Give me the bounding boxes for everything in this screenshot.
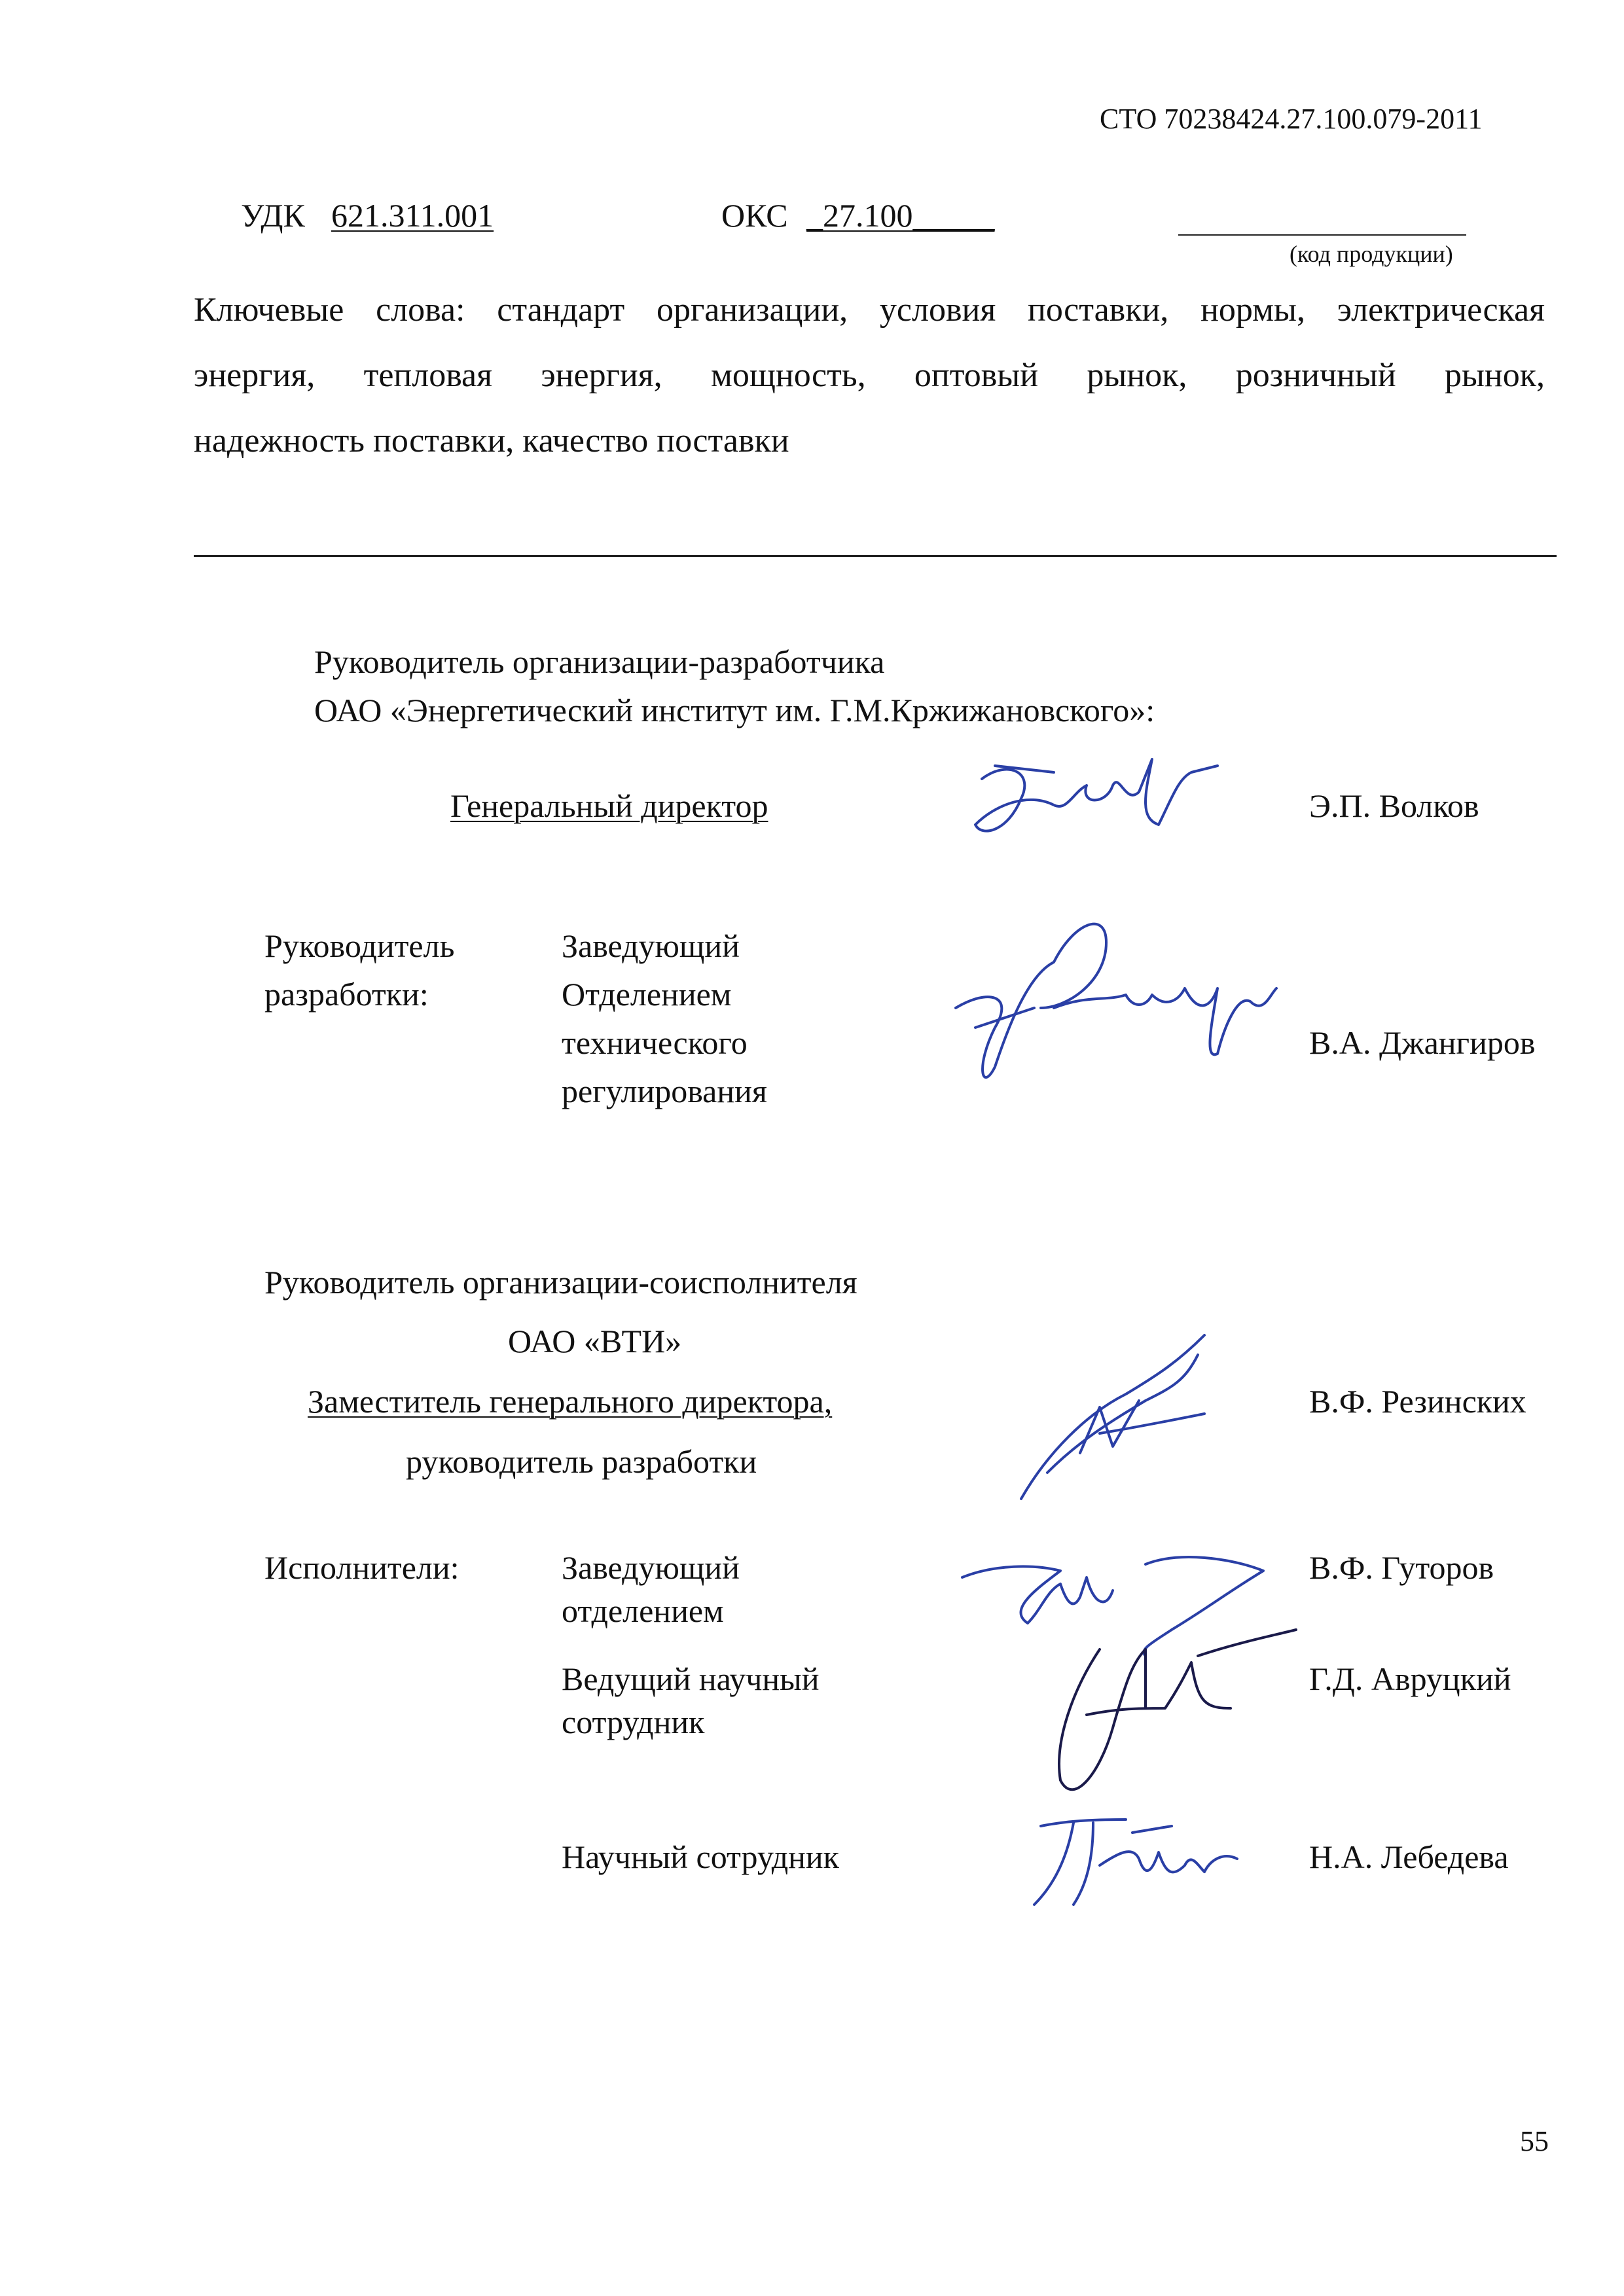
udk-label: УДК — [241, 197, 305, 234]
lebedeva-signature — [1021, 1806, 1257, 1911]
lead-title-4: регулирования — [562, 1073, 767, 1109]
executor-2-title-2: сотрудник — [562, 1704, 705, 1740]
avrutsky-signature — [1021, 1610, 1309, 1806]
developer-heading: Руководитель организации-разработчика — [314, 643, 885, 680]
lead-label-1: Руководитель — [264, 927, 455, 964]
keywords-line-1: Ключевые слова: стандарт организации, условия поставки, нормы, электрическая — [194, 291, 1545, 329]
udk-value: 621.311.001 — [331, 197, 494, 234]
keywords-line-3: надежность поставки, качество поставки — [194, 422, 789, 459]
rezinskikh-signature — [1008, 1322, 1231, 1518]
deputy-title: Заместитель генерального директора, — [308, 1383, 833, 1420]
product-code-line — [1178, 234, 1466, 236]
lead-title-2: Отделением — [562, 976, 732, 1013]
executor-1-title-2: отделением — [562, 1592, 724, 1629]
sto-code: СТО 70238424.27.100.079-2011 — [1100, 103, 1483, 135]
page-number: 55 — [1520, 2125, 1549, 2157]
lead-title-3: технического — [562, 1024, 748, 1061]
executor-1-name: В.Ф. Гуторов — [1309, 1549, 1494, 1586]
keywords-line-2: энергия, тепловая энергия, мощность, оптовый рынок, розничный рынок, — [194, 357, 1545, 394]
executor-3-title-1: Научный сотрудник — [562, 1839, 839, 1875]
oks-value: _27.100_____ — [806, 197, 995, 234]
volkov-signature — [956, 733, 1231, 851]
divider — [194, 555, 1557, 557]
executor-2-title-1: Ведущий научный — [562, 1660, 820, 1697]
executor-1-title-1: Заведующий — [562, 1549, 740, 1586]
director-title: Генеральный директор — [450, 787, 768, 824]
dzhangirov-signature — [936, 897, 1290, 1106]
oks-label: ОКС — [721, 197, 788, 234]
lead-title-1: Заведующий — [562, 927, 740, 964]
lead-name: В.А. Джангиров — [1309, 1024, 1536, 1061]
executor-3-name: Н.А. Лебедева — [1309, 1839, 1509, 1875]
director-name: Э.П. Волков — [1309, 787, 1479, 824]
developer-org: ОАО «Энергетический институт им. Г.М.Кржижановского»: — [314, 692, 1155, 728]
executors-label: Исполнители: — [264, 1549, 460, 1586]
deputy-name: В.Ф. Резинских — [1309, 1383, 1526, 1420]
product-code-caption: (код продукции) — [1290, 241, 1453, 267]
lead-label-2: разработки: — [264, 976, 429, 1013]
coexecutor-heading: Руководитель организации-соисполнителя — [264, 1264, 857, 1300]
coexecutor-org: ОАО «ВТИ» — [508, 1323, 682, 1359]
deputy-role: руководитель разработки — [406, 1443, 757, 1480]
executor-2-name: Г.Д. Авруцкий — [1309, 1660, 1511, 1697]
